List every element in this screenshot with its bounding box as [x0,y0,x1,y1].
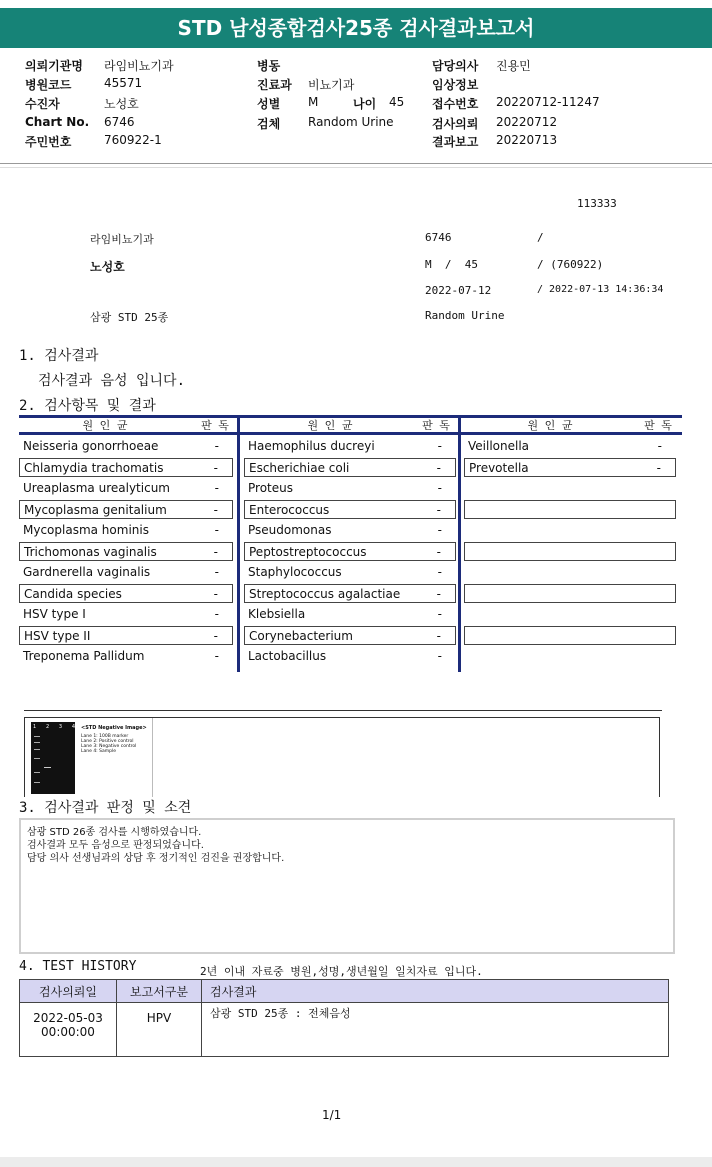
gel-band [44,767,51,768]
pathogen-row [464,458,676,477]
pathogen-result: - [437,649,442,663]
pathogen-row [19,542,233,561]
pathogen-result: - [213,629,218,643]
history-header-result: 검사결과 [202,980,669,1003]
empty-row [464,500,676,519]
receipt-no-label: 접수번호 [432,97,479,111]
footer-bar [0,1157,712,1167]
pathogen-name: Mycoplasma hominis [23,523,149,537]
request-date-label: 검사의뢰 [432,117,479,131]
pathogen-result: - [437,439,442,453]
dept-label: 진료과 [257,78,292,92]
grid-divider-1 [237,415,240,672]
empty-row [464,626,676,645]
gel-band [34,758,40,759]
history-header-type: 보고서구분 [117,980,202,1003]
sex-label: 성별 [257,97,281,111]
section4-title: 4. TEST HISTORY [19,959,137,974]
pathogen-name: Treponema Pallidum [23,649,145,663]
doctor-label: 담당의사 [432,59,479,73]
pathogen-result: - [656,461,661,475]
pathogen-result: - [213,545,218,559]
gel-legend-item: Lane 4: Sample [81,749,116,754]
grid-header-pathogen-1: 원 인 균 [82,419,128,432]
pathogen-name: Veillonella [468,439,530,453]
pathogen-row [244,458,456,477]
sub-slash: / [537,231,544,244]
report-code: 113333 [577,197,617,210]
pathogen-result: - [214,607,219,621]
pathogen-row [244,479,456,498]
pathogen-result: - [214,523,219,537]
gel-legend-item: Lane 1: 100B marker [81,734,129,739]
history-date [20,1003,117,1057]
gel-band [34,772,40,773]
history-row [20,1003,669,1057]
section3-title: 3. 검사결과 판정 및 소견 [19,800,192,816]
pathogen-result: - [437,607,442,621]
pathogen-name: Enterococcus [249,503,330,517]
request-date-value: 20220712 [496,115,558,129]
pathogen-name: Proteus [248,481,293,495]
section1-summary: 검사결과 음성 입니다. [38,373,186,389]
gel-legend-item: Lane 3: Negative control [81,744,137,749]
history-date-time: 00:00:00 [41,1025,95,1039]
pathogen-row [244,605,456,624]
chart-value: 6746 [104,115,135,129]
pathogen-row [19,521,233,540]
page-number: 1/1 [322,1108,342,1122]
grid-header-result-3: 판 독 [644,419,672,432]
gel-band [34,742,40,743]
sex-value: M [308,95,319,109]
age-value: 45 [389,95,405,109]
pathogen-result: - [214,481,219,495]
pathogen-result: - [213,587,218,601]
pathogen-result: - [213,503,218,517]
sub-clinic: 라임비뇨기과 [90,233,154,246]
pathogen-name: HSV type II [24,629,91,643]
sub-date-request: 2022-07-12 [425,284,492,297]
history-type: HPV [117,1003,202,1057]
pathogen-result: - [437,565,442,579]
empty-row [464,584,676,603]
dept-value: 비뇨기과 [308,78,355,92]
pathogen-name: Trichomonas vaginalis [24,545,157,559]
pathogen-row [19,437,233,456]
pathogen-row [244,500,456,519]
pathogen-result: - [214,649,219,663]
pathogen-row [19,605,233,624]
gel-band [34,782,40,783]
grid-header-result-2: 판 독 [422,419,450,432]
gel-frame [24,717,660,797]
report-date-label: 결과보고 [432,135,479,149]
receipt-no-value: 20220712-11247 [496,95,600,109]
pathogen-name: Gardnerella vaginalis [23,565,151,579]
pathogen-row [464,437,676,456]
history-date-day: 2022-05-03 [33,1011,103,1025]
pathogen-row [244,563,456,582]
findings-box [19,818,675,954]
pathogen-result: - [436,503,441,517]
gel-top-line [24,710,662,711]
patient-label: 수진자 [25,97,60,111]
pathogen-result: - [436,545,441,559]
sub-date-report: / 2022-07-13 14:36:34 [537,284,664,295]
pathogen-row [19,584,233,603]
pathogen-row [244,584,456,603]
pathogen-name: Mycoplasma genitalium [24,503,167,517]
history-note: 2년 이내 자료중 병원,성명,생년월일 일치자료 입니다. [200,965,483,978]
pathogen-name: Ureaplasma urealyticum [23,481,170,495]
pathogen-row [244,647,456,666]
report-title: STD 남성종합검사25종 검사결과보고서 [0,8,712,48]
pathogen-result: - [437,481,442,495]
ssn-value: 760922-1 [104,133,162,147]
finding-line: 담당 의사 선생님과의 상담 후 정기적인 검진을 권장합니다. [27,853,285,864]
ward-label: 병동 [257,59,281,73]
pathogen-name: Peptostreptococcus [249,545,367,559]
pathogen-name: Escherichiae coli [249,461,350,475]
gel-legend [81,726,161,754]
clinic-value: 라임비뇨기과 [104,59,174,73]
pathogen-name: Chlamydia trachomatis [24,461,164,475]
header-info [0,55,712,155]
pathogen-row [19,647,233,666]
pathogen-result: - [436,461,441,475]
hospital-code-label: 병원코드 [25,78,72,92]
gel-lane-4: 4 [71,724,75,730]
header-divider [0,163,712,164]
specimen-label: 검체 [257,117,281,131]
pathogen-name: Lactobacillus [248,649,327,663]
grid-divider-2 [458,415,461,672]
pathogen-result: - [214,439,219,453]
pathogen-name: Haemophilus ducreyi [248,439,375,453]
finding-line: 검사결과 모두 음성으로 판정되었습니다. [27,840,204,851]
pathogen-name: Pseudomonas [248,523,332,537]
pathogen-result: - [214,565,219,579]
hospital-code-value: 45571 [104,76,143,90]
pathogen-row [244,437,456,456]
sub-chart: 6746 [425,231,452,244]
pathogen-name: Neisseria gonorrhoeae [23,439,159,453]
header-divider-2 [0,167,712,168]
pathogen-row [19,458,233,477]
pathogen-name: Staphylococcus [248,565,342,579]
ssn-label: 주민번호 [25,135,72,149]
pathogen-row [244,521,456,540]
gel-lane-labels [33,724,75,730]
pathogen-row [19,479,233,498]
doctor-value: 진용민 [496,59,531,73]
grid-header-result-1: 판 독 [201,419,229,432]
gel-legend-item: Lane 2: Positive control [81,739,134,744]
sub-patient: 노성호 [90,260,125,274]
pathogen-result: - [436,587,441,601]
grid-header-pathogen-2: 원 인 균 [307,419,353,432]
section1-title: 1. 검사결과 [19,348,99,364]
finding-line: 삼광 STD 26종 검사를 시행하였습니다. [27,827,202,838]
gel-legend-title: <STD Negative Image> [81,725,147,731]
empty-row [464,542,676,561]
gel-lane-2: 2 [45,724,50,730]
chart-label: Chart No. [25,115,90,129]
pathogen-row [19,500,233,519]
sub-ssn: / (760922) [537,258,604,271]
history-table [19,979,669,1057]
gel-lane-1: 1 [33,724,37,730]
sub-sexage: M / 45 [425,258,478,271]
pathogen-row [19,563,233,582]
clinical-info-label: 임상정보 [432,78,479,92]
gel-image-border [152,718,153,797]
clinic-label: 의뢰기관명 [25,59,83,73]
gel-band [34,736,40,737]
pathogen-result: - [213,461,218,475]
gel-lane-3: 3 [58,724,63,730]
pathogen-result: - [657,439,662,453]
grid-header-pathogen-3: 원 인 균 [527,419,573,432]
report-date-value: 20220713 [496,133,558,147]
pathogen-name: Corynebacterium [249,629,353,643]
pathogen-row [19,626,233,645]
history-result: 삼광 STD 25종 : 전체음성 [202,1003,669,1057]
pathogen-name: HSV type I [23,607,86,621]
patient-value: 노성호 [104,97,139,111]
pathogen-name: Streptococcus agalactiae [249,587,401,601]
pathogen-name: Candida species [24,587,122,601]
pathogen-name: Prevotella [469,461,529,475]
specimen-value: Random Urine [308,115,394,129]
gel-band [34,749,40,750]
pathogen-row [244,626,456,645]
pathogen-name: Klebsiella [248,607,306,621]
section2-title: 2. 검사항목 및 결과 [19,398,156,414]
pathogen-row [244,542,456,561]
pathogen-result: - [436,629,441,643]
sub-specimen: Random Urine [425,309,505,322]
history-header-date: 검사의뢰일 [20,980,117,1003]
pathogen-result: - [437,523,442,537]
sub-test: 삼광 STD 25종 [90,311,169,324]
gel-image [31,722,75,794]
age-label: 나이 [353,97,377,111]
history-header-row [20,980,669,1003]
